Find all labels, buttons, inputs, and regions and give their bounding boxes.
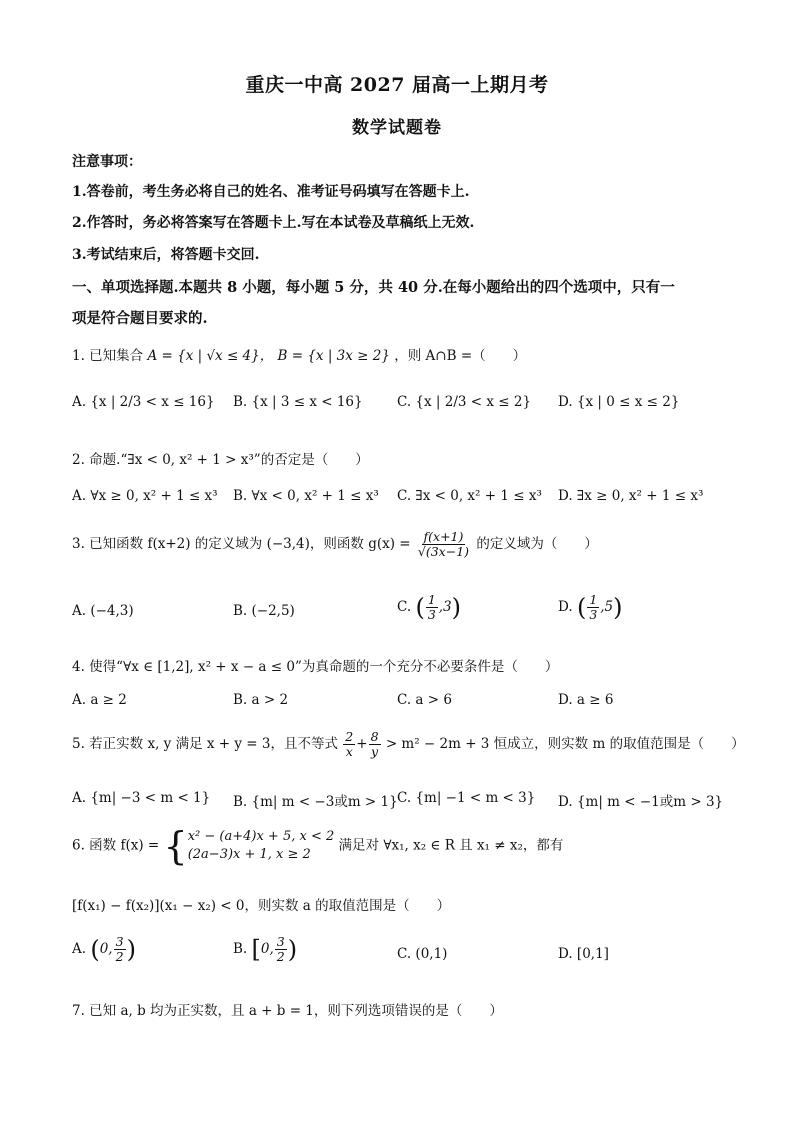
g-fraction: $\frac{f(x+1)}{√(3x-1)}$ bbox=[417, 529, 470, 559]
section-heading-line2: 项是符合题目要求的. bbox=[72, 310, 208, 327]
question-5-stem: 5. 若正实数 x, y 满足 x + y = 3，且不等式 $\frac{2}{x}$ + $\frac{8}{y}$ > m² − 2m + 3 恒成立，则实数 m 的取值范围是（ ） bbox=[72, 729, 745, 759]
question-5-option-d[interactable]: D. {m| m < −1或m > 3} bbox=[558, 794, 724, 810]
question-1-option-d[interactable]: D. {x | 0 ≤ x ≤ 2} bbox=[558, 394, 680, 410]
question-5-option-b[interactable]: B. {m| m < −3或m > 1} bbox=[233, 794, 398, 810]
set-a: A = {x | √x ≤ 4}， bbox=[147, 348, 274, 364]
question-1-option-c[interactable]: C. {x | 2/3 < x ≤ 2} bbox=[397, 394, 532, 410]
question-1-stem: 1. 已知集合 A = {x | √x ≤ 4}， B = {x | 3x ≥ 2} ，则 A∩B =（ ） bbox=[72, 348, 527, 364]
question-2-option-c[interactable]: C. ∃x < 0, x² + 1 ≤ x³ bbox=[397, 488, 542, 504]
question-3-stem: 3. 已知函数 f(x+2) 的定义域为 (−3,4)，则函数 g(x) = $\frac{f(x+1)}{√(3x-1)}$ 的定义域为（ ） bbox=[72, 529, 598, 559]
question-6-option-d[interactable]: D. [0,1] bbox=[558, 946, 609, 962]
question-2-option-b[interactable]: B. ∀x < 0, x² + 1 ≤ x³ bbox=[233, 488, 379, 504]
question-4-option-a[interactable]: A. a ≥ 2 bbox=[72, 692, 127, 708]
question-6-option-b[interactable]: B. [0, $\frac{3}{2}$ ) bbox=[233, 934, 298, 964]
question-7-stem: 7. 已知 a, b 均为正实数，且 a + b = 1，则下列选项错误的是（ ） bbox=[72, 1003, 503, 1019]
question-2-option-d[interactable]: D. ∃x ≥ 0, x² + 1 ≤ x³ bbox=[558, 488, 704, 504]
notes-heading: 注意事项： bbox=[72, 154, 142, 170]
note-item-3: 3.考试结束后，将答题卡交回. bbox=[72, 247, 260, 263]
set-b: B = {x | 3x ≥ 2} bbox=[277, 348, 390, 364]
section-heading-line1: 一、单项选择题.本题共 8 小题，每小题 5 分，共 40 分.在每小题给出的四个选项中，只有一 bbox=[72, 279, 675, 296]
note-item-1: 1.答卷前，考生务必将自己的姓名、准考证号码填写在答题卡上. bbox=[72, 184, 470, 200]
question-4-option-c[interactable]: C. a > 6 bbox=[397, 692, 452, 708]
question-6-stem: 6. 函数 f(x) = { x² − (a+4)x + 5, x < 2 (2a−3)x + 1, x ≥ 2 满足对 ∀x₁, x₂ ∈ R 且 x₁ ≠ x₂，都有 bbox=[72, 824, 564, 868]
question-1-option-b[interactable]: B. {x | 3 ≤ x < 16} bbox=[233, 394, 363, 410]
question-3-option-d[interactable]: D. ( $\frac{1}{3}$ ,5) bbox=[558, 592, 623, 622]
question-6-option-a[interactable]: A. (0, $\frac{3}{2}$ ) bbox=[72, 934, 136, 964]
exam-title: 重庆一中高 2027 届高一上期月考 bbox=[245, 74, 549, 96]
question-1-option-a[interactable]: A. {x | 2/3 < x ≤ 16} bbox=[72, 394, 215, 410]
question-4-option-b[interactable]: B. a > 2 bbox=[233, 692, 289, 708]
note-item-2: 2.作答时，务必将答案写在答题卡上.写在本试卷及草稿纸上无效. bbox=[72, 215, 475, 231]
question-4-option-d[interactable]: D. a ≥ 6 bbox=[558, 692, 614, 708]
question-2-option-a[interactable]: A. ∀x ≥ 0, x² + 1 ≤ x³ bbox=[72, 488, 218, 504]
exam-subtitle: 数学试题卷 bbox=[352, 118, 442, 138]
question-6-option-c[interactable]: C. (0,1) bbox=[397, 946, 448, 962]
question-3-option-a[interactable]: A. (−4,3) bbox=[72, 603, 134, 619]
question-3-option-b[interactable]: B. (−2,5) bbox=[233, 603, 295, 619]
question-2-stem: 2. 命题.“∃x < 0, x² + 1 > x³”的否定是（ ） bbox=[72, 452, 369, 468]
question-5-option-c[interactable]: C. {m| −1 < m < 3} bbox=[397, 790, 536, 806]
question-3-option-c[interactable]: C. ( $\frac{1}{3}$ ,3) bbox=[397, 592, 462, 622]
question-5-option-a[interactable]: A. {m| −3 < m < 1} bbox=[72, 790, 211, 806]
question-6-condition: [f(x₁) − f(x₂)](x₁ − x₂) < 0，则实数 a 的取值范围是（ ） bbox=[72, 898, 451, 914]
question-4-stem: 4. 使得“∀x ∈ [1,2], x² + x − a ≤ 0”为真命题的一个充分不必要条件是（ ） bbox=[72, 659, 559, 675]
